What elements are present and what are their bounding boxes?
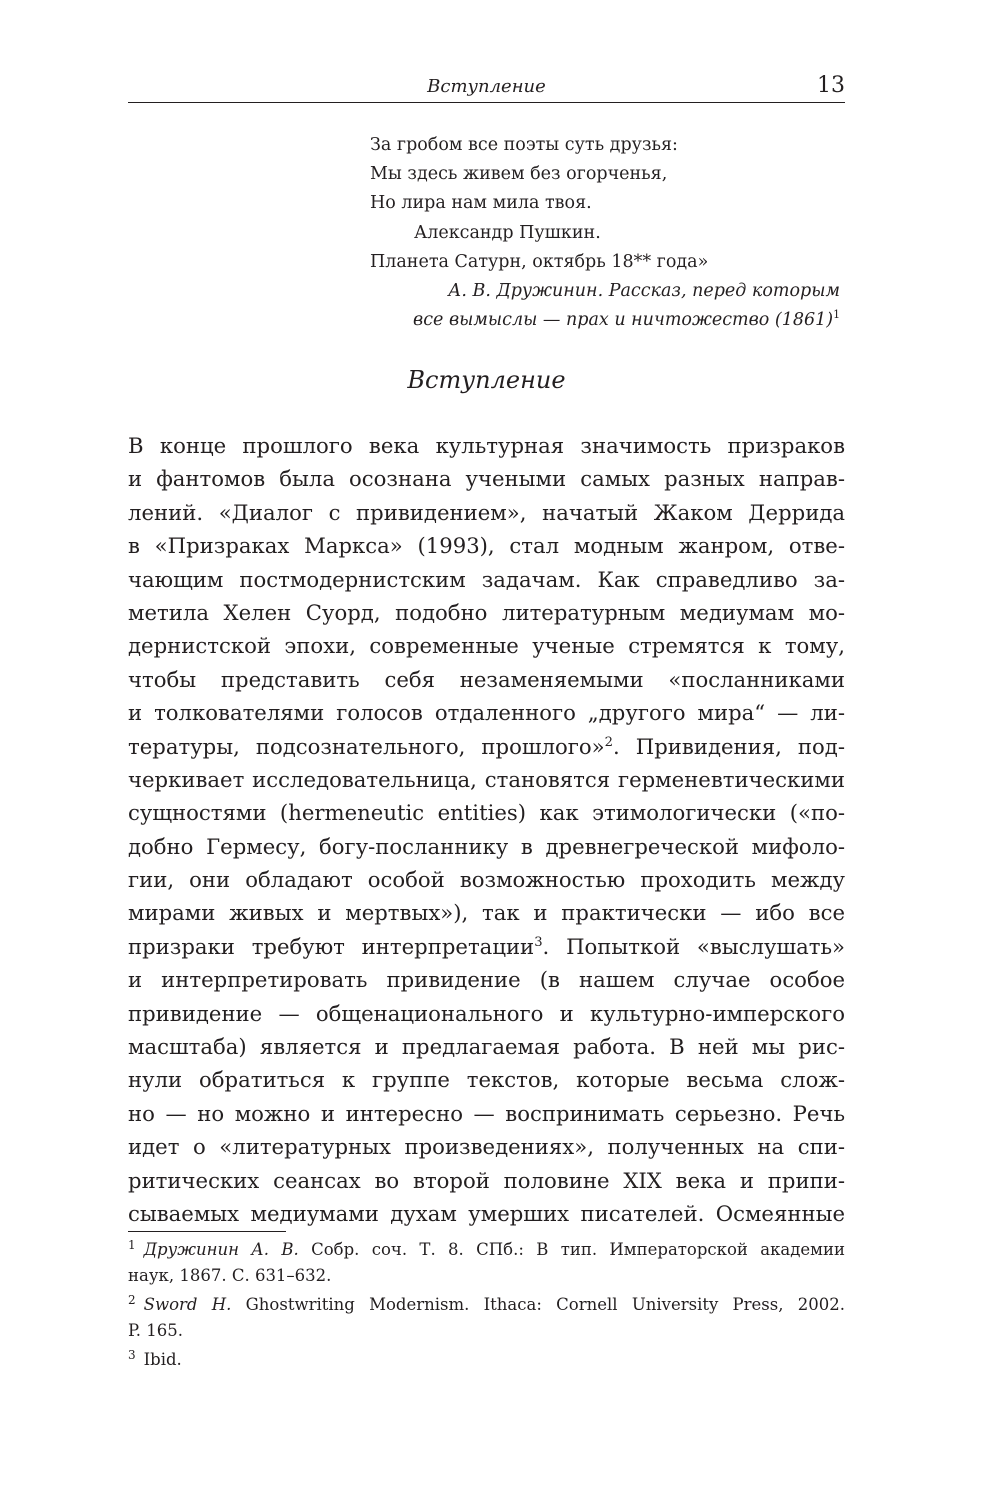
body-paragraph [128,429,845,1230]
running-title: Вступление [427,76,546,97]
attribution-line-2: все вымыслы — прах и ничтожество (1861) [413,310,834,331]
running-header [128,74,845,103]
epigraph-line: Мы здесь живем без огорченья, [370,164,668,185]
body-line: привидение — общенационального и культурно-имперского [128,1000,845,1026]
epigraph [370,131,842,335]
footnote-3 [128,1347,845,1373]
footnote-text: Собр. соч. Т. 8. СПб.: В тип. Императорской академии [311,1240,845,1259]
body-line: сываемых медиумами духам умерших писателей. Осмеянные [128,1200,845,1226]
footnote-ref[interactable]: 1 [833,308,840,322]
epigraph-line: Но лира нам мила твоя. [370,193,592,214]
body-line: дернистской эпохи, современные ученые стремятся к тому, [128,633,845,659]
body-line: но — но можно и интересно — воспринимать серьезно. Речь [128,1100,845,1126]
footnote-author: Sword H. [143,1295,232,1314]
body-line-part: Привидения, под- [635,733,845,759]
body-line: чтобы представить себя незаменяемыми «посланниками [128,666,845,692]
footnote-text: Ghostwriting Modernism. Ithaca: Cornell University Press, 2002. [245,1295,845,1314]
body-line: чающим постмодернистским задачам. Как справедливо за- [128,566,845,592]
footnote-2 [128,1292,845,1344]
footnote-1 [128,1237,845,1289]
footnote-author: Дружинин А. В. [143,1240,299,1259]
section-heading: Вступление [407,366,566,394]
body-line: метила Хелен Суорд, подобно литературным медиумам мо- [128,599,845,625]
footnote-number: 1 [128,1237,136,1252]
attribution-line-1: А. В. Дружинин. Рассказ, перед которым [448,281,840,302]
epigraph-line: Планета Сатурн, октябрь 18** года» [370,251,709,272]
body-line-part: призраки требуют интерпретации [128,933,535,959]
body-line: лений. «Диалог с привидением», начатый Жаком Деррида [128,499,845,525]
body-line: идет о «литературных произведениях», полученных на спи- [128,1134,845,1160]
body-line: и фантомов была осознана учеными самых разных направ- [128,466,845,492]
body-line: и интерпретировать привидение (в нашем случае особое [128,967,845,993]
body-line-with-note: призраки требуют интерпретации$^3$. Попыткой «выслушать» [128,933,845,959]
body-line: добно Гермесу, богу-посланнику в древнегреческой мифоло- [128,833,845,859]
body-line-part: тературы, подсознательного, прошлого» [128,733,605,759]
body-line: нули обратиться к группе текстов, которые весьма слож- [128,1067,845,1093]
footnote-divider [128,1231,286,1232]
epigraph-attribution [370,277,842,335]
body-line: В конце прошлого века культурная значимость призраков [128,433,845,458]
footnote-text: P. 165. [128,1321,183,1340]
body-line: и толкователями голосов отдаленного „другого мира“ — ли- [128,700,845,726]
epigraph-line: За гробом все поэты суть друзья: [370,135,678,155]
body-line: гии, они обладают особой возможностью проходить между [128,867,845,893]
body-line: в «Призраках Маркса» (1993), стал модным жанром, отве- [128,533,845,559]
body-line: черкивает исследовательница, становятся герменевтическими [128,766,845,792]
body-line: масштаба) является и предлагаемая работа. В ней мы рис- [128,1034,845,1060]
body-line: сущностями (hermeneutic entities) как этимологически («по- [128,800,845,826]
body-line-with-note: тературы, подсознательного, прошлого»$^2$. Привидения, под- [128,733,845,759]
body-line-part: Попыткой «выслушать» [566,933,845,959]
epigraph-signature: Александр Пушкин. [414,222,601,243]
body-line: ритических сеансах во второй половине XIX века и припи- [128,1167,845,1193]
footnote-number: 2 [128,1292,136,1307]
footnote-ref[interactable]: 2 [604,734,613,750]
body-line: мирами живых и мертвых»), так и практически — ибо все [128,900,845,926]
footnote-text: Ibid. [143,1350,182,1369]
footnote-ref[interactable]: 3 [534,934,543,950]
footnote-text: наук, 1867. С. 631–632. [128,1266,332,1285]
footnote-number: 3 [128,1347,136,1362]
page-number: 13 [817,73,845,98]
